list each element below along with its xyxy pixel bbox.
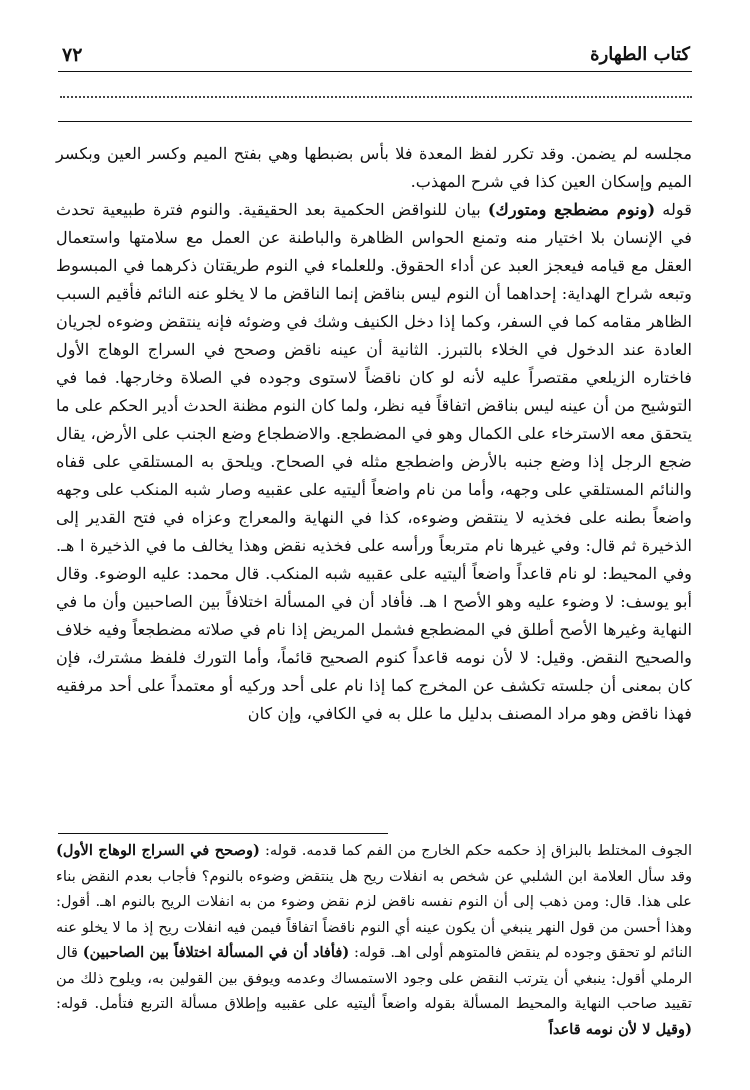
para2-body: بيان للنواقض الحكمية بعد الحقيقية. والنوم فترة طبيعية تحدث في الإنسان بلا اختيار منه وتمنع الحواس الظاهرة والباطنة عن العمل مع سلامتها واستعمال العقل مع قيامه فيعجز العبد عن أداء الحقوق. وللعلماء في النوم طريقتان ذكرهما في المبسوط وتبعه شراح الهداية: إحداهما أن النوم ليس بناقض إنما الناقض ما لا يخلو عنه النائم فأقيم السبب الظاهر مقامه كما في السفر، وكما إذا دخل الكنيف وشك في وضوئه فإنه ينتقض وضوءه لجريان العادة عند الدخول في الخلاء بالتبرز. الثانية أن عينه ناقض وصحح في السراج الوهاج الأول فاختاره الزيلعي مقتصراً عليه لأنه لو كان ناقضاً لاستوى وجوده في الصلاة وخارجها. فما في التوشيح من أن عينه ليس بناقض اتفاقاً فيه نظر، ولما كان النوم مظنة الحدث أدير الحكم على ما يتحقق معه الاسترخاء على الكمال وهو في المضطجع. والاضطجاع وضع الجنب على الأرض، يقال ضجع الرجل إذا وضع جنبه بالأرض واضطجع مثله في الصحاح. ويلحق به المستلقي على قفاه والنائم المستلقي على وجهه، وأما من نام واضعاً أليتيه على عقبيه وصار شبه المنكب على وجهه واضعاً بطنه على فخذيه لا ينتقض وضوءه، كذا في النهاية والمعراج وعزاه في فتح القدير إلى الذخيرة ثم قال: وفي غيرها نام متربعاً ورأسه على فخذيه نقض وهذا يخالف ما في الذخيرة ا هـ. وفي المحيط: لو نام قاعداً واضعاً أليتيه على عقبيه شبه المنكب. قال محمد: عليه الوضوء. وقال أبو يوسف: لا وضوء عليه وهو الأصح ا هـ. فأفاد أن في المسألة اختلافاً بين الصاحبين وأن ما في النهاية وغيرها الأصح أطلق في المضطجع فشمل المريض إذا نام في صلاته مضطجعاً وفيه خلاف والصحيح النقض. وقيل: لا لأن نومه قاعداً كنوم الصحيح قائماً، وأما التورك فلفظ مشترك، فإن كان بمعنى أن جلسته تكشف عن المخرج كما إذا نام على أحد وركيه أو معتمداً على أحد مرفقيه فهذا ناقض وهو مراد المصنف بدليل ما علل به في الكافي، وإن كان (56, 200, 692, 723)
footnote-separator (58, 833, 388, 834)
para2-quote: (ونوم مضطجع ومتورك) (487, 200, 656, 219)
fn-quote-2: (فأفاد أن في المسألة اختلافاً بين الصاحبين) (82, 944, 350, 961)
dotted-separator (60, 96, 692, 98)
fn-quote-3: (وقيل لا لأن نومه قاعداً (548, 1020, 692, 1038)
top-rule (58, 121, 692, 122)
footnote-paragraph (56, 838, 692, 1042)
paragraph-2 (56, 196, 692, 728)
book-title: كتاب الطهارة (590, 44, 690, 65)
footnote-text (56, 838, 692, 1042)
para2-lead: قوله (655, 200, 693, 219)
page-header (60, 44, 692, 68)
fn-seg2: وقد سأل العلامة ابن الشلبي عن شخص به انفلات ريح هل ينتقض وضوءه بالنوم؟ فأجاب بعدم النقض بناء على هذا. قال: ومن ذهب إلى أن النوم نفسه ناقض لزم نقض وضوء من به انفلات الريح بالنوم اهـ. أقول: وهذا أحسن من قول النهر ينبغي أن يكون عينه أي النوم ناقضاً اتفاقاً فيمن فيه انفلات ريح إذ ما لا يخلو عنه النائم لو تحقق وجوده لم ينقض فالمتوهم أولى اهـ. قوله: (56, 867, 693, 961)
fn-quote-1: (وصحح في السراج الوهاج الأول) (56, 842, 260, 859)
header-rule (58, 71, 692, 72)
paragraph-1: مجلسه لم يضمن. وقد تكرر لفظ المعدة فلا بأس بضبطها وهي بفتح الميم وكسر العين وبكسر الميم وإسكان العين كذا في شرح المهذب. (56, 144, 692, 191)
fn-seg3: قال الرملي أقول: ينبغي أن يترتب النقض على وجود الاستمساك وعدمه ويوفق بين القولين به، ويلوح ذلك من تقييد صاحب النهاية والمحيط المسألة بقوله واضعاً أليتيه على عقبيه وإطلاق مسألة التربع فتأمل. قوله: (56, 944, 692, 1012)
page-number: ٧٢ (62, 44, 83, 66)
main-text (56, 140, 692, 728)
fn-seg1: الجوف المختلط بالبزاق إذ حكمه حكم الخارج من الفم كما قدمه. قوله: (259, 842, 692, 859)
